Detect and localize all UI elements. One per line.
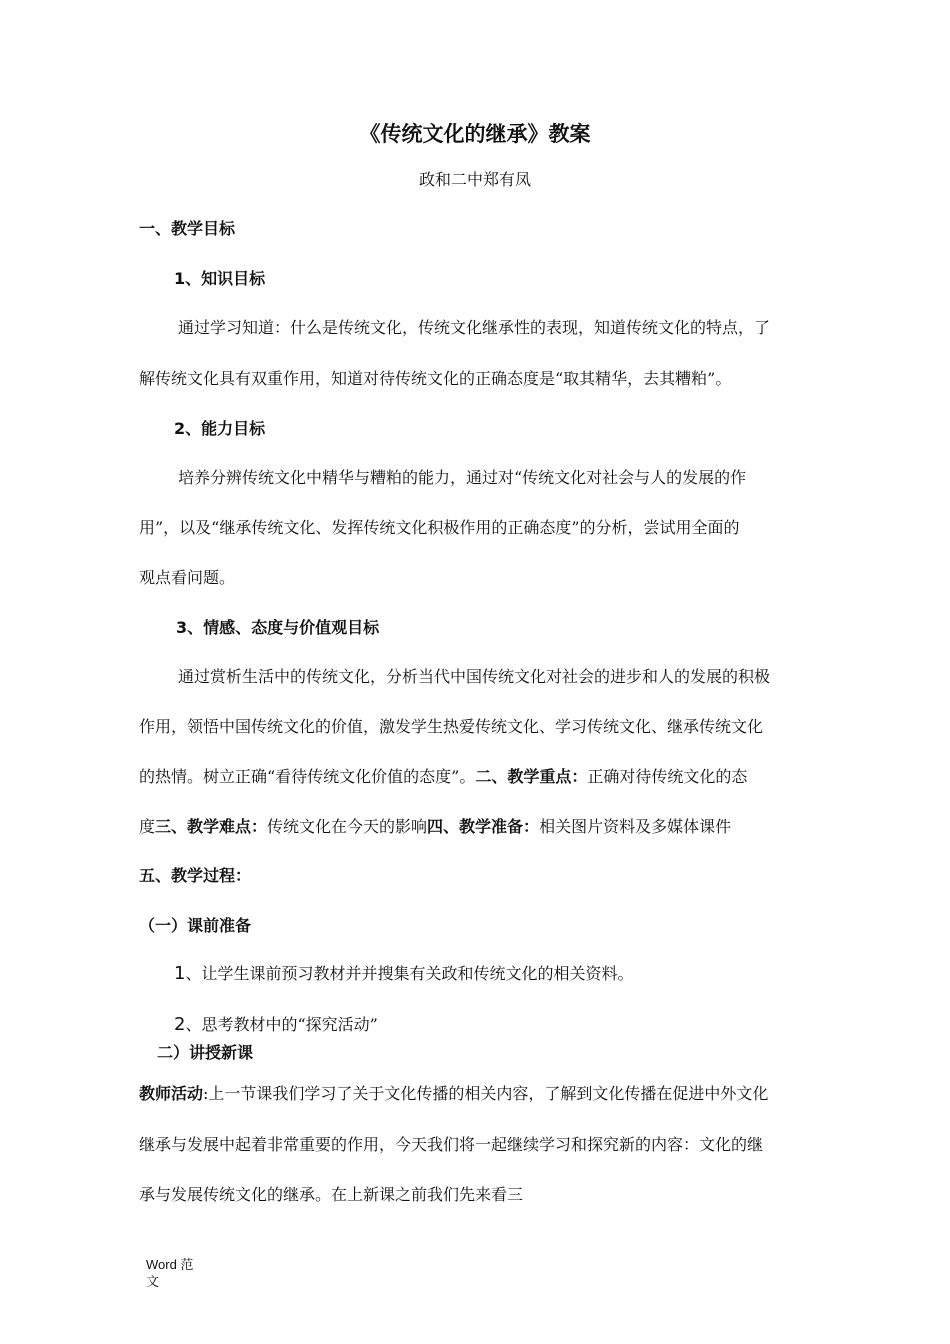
- list-text: 、让学生课前预习教材并并搜集有关政和传统文化的相关资料。: [185, 964, 634, 983]
- author-line: 政和二中郑有凤: [418, 170, 531, 189]
- section-heading-process: 五、教学过程：: [139, 866, 252, 885]
- list-text: 、思考教材中的“探究活动”: [185, 1015, 378, 1034]
- list-number: 2: [174, 1014, 186, 1035]
- paragraph-line: 用”，以及“继承传统文化、发挥传统文化积极作用的正确态度”的分析，尝试用全面的: [139, 518, 740, 537]
- subheading-knowledge: 1、知识目标: [174, 269, 266, 288]
- list-number: 1: [174, 963, 186, 984]
- paragraph-line: 承与发展传统文化的继承。在上新课之前我们先来看三: [139, 1185, 524, 1204]
- heading-preparation: 四、教学准备：: [427, 817, 540, 836]
- footer-watermark-line2: 文: [146, 1274, 160, 1289]
- paragraph-line: 培养分辨传统文化中精华与糟粕的能力，通过对“传统文化对社会与人的发展的作: [178, 468, 747, 487]
- paragraph-line: 解传统文化具有双重作用，知道对待传统文化的正确态度是“取其精华，去其糟粕”。: [139, 369, 732, 388]
- paragraph-line: [139, 1084, 768, 1104]
- text-run: 的热情。树立正确“看待传统文化价值的态度”。: [139, 767, 476, 786]
- paragraph-line: 继承与发展中起着非常重要的作用，今天我们将一起继续学习和探究新的内容：文化的继: [139, 1135, 764, 1154]
- list-item: [174, 964, 633, 984]
- footer-watermark-line1: Word 范: [146, 1257, 194, 1272]
- text-run: 度: [139, 817, 156, 836]
- text-run: 正确对待传统文化的态: [587, 767, 748, 786]
- subheading-new-lesson: 二）讲授新课: [157, 1043, 254, 1062]
- text-run: 相关图片资料及多媒体课件: [539, 817, 732, 836]
- text-run: 传统文化在今天的影响: [267, 817, 428, 836]
- subheading-values: 3、情感、态度与价值观目标: [176, 618, 380, 637]
- heading-difficulties: 三、教学难点：: [155, 817, 268, 836]
- paragraph-line: [139, 817, 731, 837]
- document-title: 《传统文化的继承》教案: [359, 122, 591, 146]
- paragraph-line: [139, 767, 747, 787]
- teacher-activity-label: 教师活动: [139, 1084, 204, 1103]
- subheading-pre-class: （一）课前准备: [139, 916, 252, 935]
- paragraph-line: 通过学习知道：什么是传统文化，传统文化继承性的表现，知道传统文化的特点，了: [178, 318, 771, 337]
- section-heading-objectives: 一、教学目标: [139, 219, 236, 238]
- paragraph-line: 作用，领悟中国传统文化的价值，激发学生热爱传统文化、学习传统文化、继承传统文化: [139, 717, 764, 736]
- heading-key-points: 二、教学重点：: [475, 767, 588, 786]
- paragraph-line: 观点看问题。: [139, 568, 236, 587]
- subheading-ability: 2、能力目标: [174, 419, 266, 438]
- text-run: :上一节课我们学习了关于文化传播的相关内容，了解到文化传播在促进中外文化: [203, 1084, 769, 1103]
- paragraph-line: 通过赏析生活中的传统文化，分析当代中国传统文化对社会的进步和人的发展的积极: [178, 667, 771, 686]
- list-item: [174, 1015, 378, 1035]
